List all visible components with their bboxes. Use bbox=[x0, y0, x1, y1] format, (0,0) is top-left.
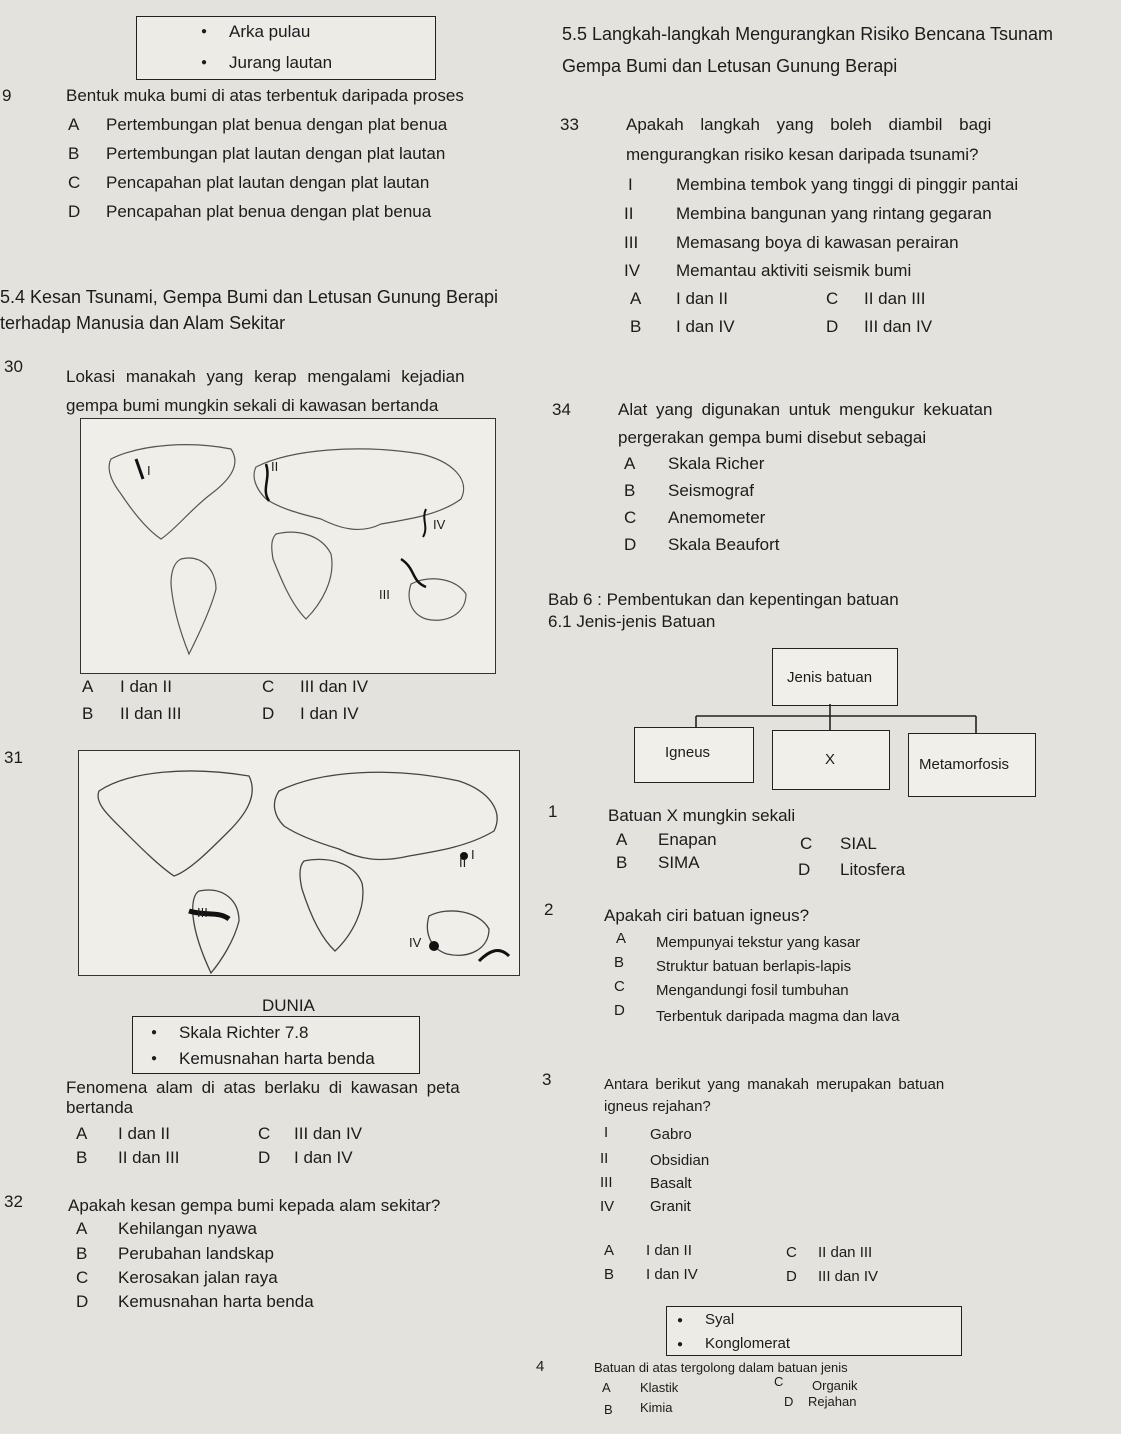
section-5-5-title: 5.5 Langkah-langkah Mengurangkan Risiko Bencana Tsunam bbox=[562, 24, 1053, 44]
option-letter: B bbox=[616, 853, 628, 872]
option-text: Skala Beaufort bbox=[668, 535, 780, 554]
option-text: SIMA bbox=[658, 853, 700, 872]
option-letter: A bbox=[82, 677, 94, 696]
roman-numeral: I bbox=[604, 1124, 609, 1141]
option-text: I dan IV bbox=[676, 317, 735, 336]
option-text: Pencapahan plat benua dengan plat benua bbox=[106, 202, 432, 221]
world-map-q30 bbox=[80, 418, 496, 674]
map-label-i: I bbox=[471, 847, 475, 862]
map-label-i: I bbox=[147, 463, 151, 478]
question-number: 2 bbox=[544, 900, 554, 919]
option-letter: C bbox=[76, 1268, 89, 1287]
option-text: II dan III bbox=[818, 1244, 873, 1261]
option-letter: A bbox=[68, 115, 80, 134]
option-text: Enapan bbox=[658, 830, 717, 849]
option-letter: C bbox=[68, 173, 81, 192]
bullet-item-1: ● Syal bbox=[705, 1311, 734, 1328]
option-letter: D bbox=[68, 202, 81, 221]
world-map-q31 bbox=[78, 750, 520, 976]
option-text: I dan IV bbox=[294, 1148, 353, 1167]
option-text: Skala Richer bbox=[668, 454, 765, 473]
option-letter: A bbox=[616, 830, 628, 849]
world-map-outline-2 bbox=[79, 751, 519, 975]
option-text: SIAL bbox=[840, 834, 877, 853]
option-text: Mengandungi fosil tumbuhan bbox=[656, 982, 849, 999]
bullet-item-1: ● Skala Richter 7.8 bbox=[179, 1023, 308, 1043]
option-letter: C bbox=[800, 834, 813, 853]
tree-child-x bbox=[772, 730, 890, 790]
option-letter: A bbox=[604, 1242, 615, 1259]
option-letter: C bbox=[774, 1374, 784, 1389]
option-text: Pertembungan plat benua dengan plat benua bbox=[106, 115, 448, 134]
question-stem: pergerakan gempa bumi disebut sebagai bbox=[618, 428, 927, 447]
option-text: Rejahan bbox=[808, 1394, 857, 1409]
option-text: III dan IV bbox=[294, 1124, 363, 1143]
bullet-item-1: ● Arka pulau bbox=[229, 22, 310, 42]
option-text: Terbentuk daripada magma dan lava bbox=[656, 1008, 900, 1025]
option-text: I dan IV bbox=[646, 1266, 698, 1283]
question-stem: Alat yang digunakan untuk mengukur kekuatan bbox=[618, 400, 993, 419]
option-text: I dan II bbox=[118, 1124, 170, 1143]
option-letter: B bbox=[604, 1266, 615, 1283]
question-stem: igneus rejahan? bbox=[604, 1098, 711, 1115]
option-text: III dan IV bbox=[818, 1268, 879, 1285]
option-letter: D bbox=[786, 1268, 797, 1285]
question-stem: Batuan X mungkin sekali bbox=[608, 806, 796, 825]
roman-numeral: I bbox=[628, 175, 633, 194]
option-text: II dan III bbox=[864, 289, 926, 308]
option-text: I dan IV bbox=[300, 704, 359, 723]
option-letter: B bbox=[76, 1148, 88, 1167]
top-bullet-box bbox=[136, 16, 436, 80]
option-letter: C bbox=[258, 1124, 271, 1143]
section-5-4-subtitle: terhadap Manusia dan Alam Sekitar bbox=[0, 313, 286, 333]
tree-root bbox=[772, 648, 898, 706]
option-text: III dan IV bbox=[864, 317, 933, 336]
option-text: Perubahan landskap bbox=[118, 1244, 274, 1263]
question-number: 4 bbox=[536, 1358, 545, 1375]
chapter-6-subtitle: 6.1 Jenis-jenis Batuan bbox=[548, 612, 716, 631]
question-number: 33 bbox=[560, 115, 579, 134]
option-letter: B bbox=[630, 317, 642, 336]
roman-numeral: II bbox=[600, 1150, 609, 1167]
item-text: Basalt bbox=[650, 1175, 692, 1192]
option-text: Kehilangan nyawa bbox=[118, 1219, 257, 1238]
option-letter: D bbox=[784, 1394, 794, 1409]
tree-child-label: Metamorfosis bbox=[919, 756, 1010, 773]
option-letter: C bbox=[624, 508, 637, 527]
option-text: Pertembungan plat lautan dengan plat lautan bbox=[106, 144, 446, 163]
roman-numeral: III bbox=[600, 1174, 613, 1191]
option-letter: A bbox=[76, 1124, 88, 1143]
option-letter: C bbox=[262, 677, 275, 696]
roman-numeral: III bbox=[624, 233, 639, 252]
option-letter: D bbox=[614, 1002, 625, 1019]
question-stem: Apakah langkah yang boleh diambil bagi bbox=[626, 115, 992, 134]
question-stem: mengurangkan risiko kesan daripada tsunami? bbox=[626, 145, 979, 164]
item-text: Memasang boya di kawasan perairan bbox=[676, 233, 959, 252]
map-label-iii: III bbox=[379, 587, 390, 602]
question-stem: gempa bumi mungkin sekali di kawasan bertanda bbox=[66, 396, 439, 415]
option-text: Anemometer bbox=[668, 508, 766, 527]
option-letter: B bbox=[82, 704, 94, 723]
question-stem: Apakah kesan gempa bumi kepada alam sekitar? bbox=[68, 1196, 441, 1215]
map-label-ii: II bbox=[271, 459, 279, 474]
option-letter: A bbox=[602, 1380, 611, 1395]
option-letter: D bbox=[258, 1148, 271, 1167]
option-letter: B bbox=[614, 954, 625, 971]
bullet-item-2: ● Konglomerat bbox=[705, 1335, 790, 1352]
item-text: Gabro bbox=[650, 1126, 692, 1143]
question-stem: Lokasi manakah yang kerap mengalami kejadian bbox=[66, 367, 465, 386]
option-letter: D bbox=[262, 704, 275, 723]
option-text: Pencapahan plat lautan dengan plat lautan bbox=[106, 173, 430, 192]
tree-child-igneus bbox=[634, 727, 754, 783]
option-text: I dan II bbox=[676, 289, 728, 308]
item-text: Obsidian bbox=[650, 1152, 710, 1169]
option-letter: D bbox=[798, 860, 811, 879]
bullet-item-2: ● Kemusnahan harta benda bbox=[179, 1049, 375, 1069]
option-text: Mempunyai tekstur yang kasar bbox=[656, 934, 861, 951]
b4-bullet-box bbox=[666, 1306, 962, 1356]
map-label-iii: III bbox=[197, 905, 208, 920]
roman-numeral: IV bbox=[600, 1198, 615, 1215]
option-letter: C bbox=[614, 978, 625, 995]
question-number: 3 bbox=[542, 1070, 552, 1089]
question-number: 1 bbox=[548, 802, 558, 821]
option-text: II dan III bbox=[120, 704, 182, 723]
item-text: Membina tembok yang tinggi di pinggir pantai bbox=[676, 175, 1019, 194]
item-text: Memantau aktiviti seismik bumi bbox=[676, 261, 912, 280]
world-map-outline bbox=[81, 419, 495, 673]
question-stem: Batuan di atas tergolong dalam batuan jenis bbox=[594, 1360, 848, 1375]
option-text: Organik bbox=[812, 1378, 858, 1393]
bullet-item-2: ● Jurang lautan bbox=[229, 53, 332, 73]
option-text: II dan III bbox=[118, 1148, 180, 1167]
option-text: I dan II bbox=[120, 677, 172, 696]
question-stem: bertanda bbox=[66, 1098, 134, 1117]
question-number: 31 bbox=[4, 748, 23, 767]
tree-root-label: Jenis batuan bbox=[787, 669, 873, 686]
section-5-5-subtitle: Gempa Bumi dan Letusan Gunung Berapi bbox=[562, 56, 898, 76]
option-letter: A bbox=[624, 454, 636, 473]
option-letter: B bbox=[624, 481, 636, 500]
option-text: Litosfera bbox=[840, 860, 906, 879]
option-letter: D bbox=[826, 317, 839, 336]
question-number: 30 bbox=[4, 357, 23, 376]
question-number: 32 bbox=[4, 1192, 23, 1211]
item-text: Membina bangunan yang rintang gegaran bbox=[676, 204, 992, 223]
roman-numeral: IV bbox=[624, 261, 641, 280]
tree-child-metamorfosis bbox=[908, 733, 1036, 797]
option-text: Struktur batuan berlapis-lapis bbox=[656, 958, 852, 975]
option-letter: B bbox=[604, 1402, 613, 1417]
map-label-iv: IV bbox=[433, 517, 446, 532]
option-text: Seismograf bbox=[668, 481, 754, 500]
option-text: Kerosakan jalan raya bbox=[118, 1268, 278, 1287]
chapter-6-title: Bab 6 : Pembentukan dan kepentingan batuan bbox=[548, 590, 899, 609]
question-stem: Bentuk muka bumi di atas terbentuk daripada proses bbox=[66, 86, 464, 105]
option-letter: A bbox=[630, 289, 642, 308]
option-letter: A bbox=[616, 930, 627, 947]
question-stem: Antara berikut yang manakah merupakan batuan bbox=[604, 1076, 945, 1093]
option-text: Kemusnahan harta benda bbox=[118, 1292, 314, 1311]
option-letter: C bbox=[786, 1244, 797, 1261]
option-letter: D bbox=[76, 1292, 89, 1311]
option-letter: B bbox=[76, 1244, 88, 1263]
map-label-iv: IV bbox=[409, 935, 422, 950]
option-text: Kimia bbox=[640, 1400, 673, 1415]
tree-child-label: X bbox=[825, 751, 836, 768]
question-number: 9 bbox=[2, 86, 12, 105]
map-label-ii: II bbox=[459, 855, 467, 870]
option-letter: A bbox=[76, 1219, 88, 1238]
option-letter: D bbox=[624, 535, 637, 554]
question-number: 34 bbox=[552, 400, 571, 419]
option-letter: B bbox=[68, 144, 80, 163]
roman-numeral: II bbox=[624, 204, 634, 223]
item-text: Granit bbox=[650, 1198, 691, 1215]
option-letter: C bbox=[826, 289, 839, 308]
option-text: Klastik bbox=[640, 1380, 679, 1395]
question-stem: Fenomena alam di atas berlaku di kawasan peta bbox=[66, 1078, 460, 1097]
map-title: DUNIA bbox=[262, 996, 315, 1015]
tree-child-label: Igneus bbox=[665, 744, 711, 761]
section-5-4-title: 5.4 Kesan Tsunami, Gempa Bumi dan Letusan Gunung Berapi bbox=[0, 287, 498, 307]
option-text: I dan II bbox=[646, 1242, 692, 1259]
option-text: III dan IV bbox=[300, 677, 369, 696]
q31-bullet-box bbox=[132, 1016, 420, 1074]
question-stem: Apakah ciri batuan igneus? bbox=[604, 906, 810, 925]
